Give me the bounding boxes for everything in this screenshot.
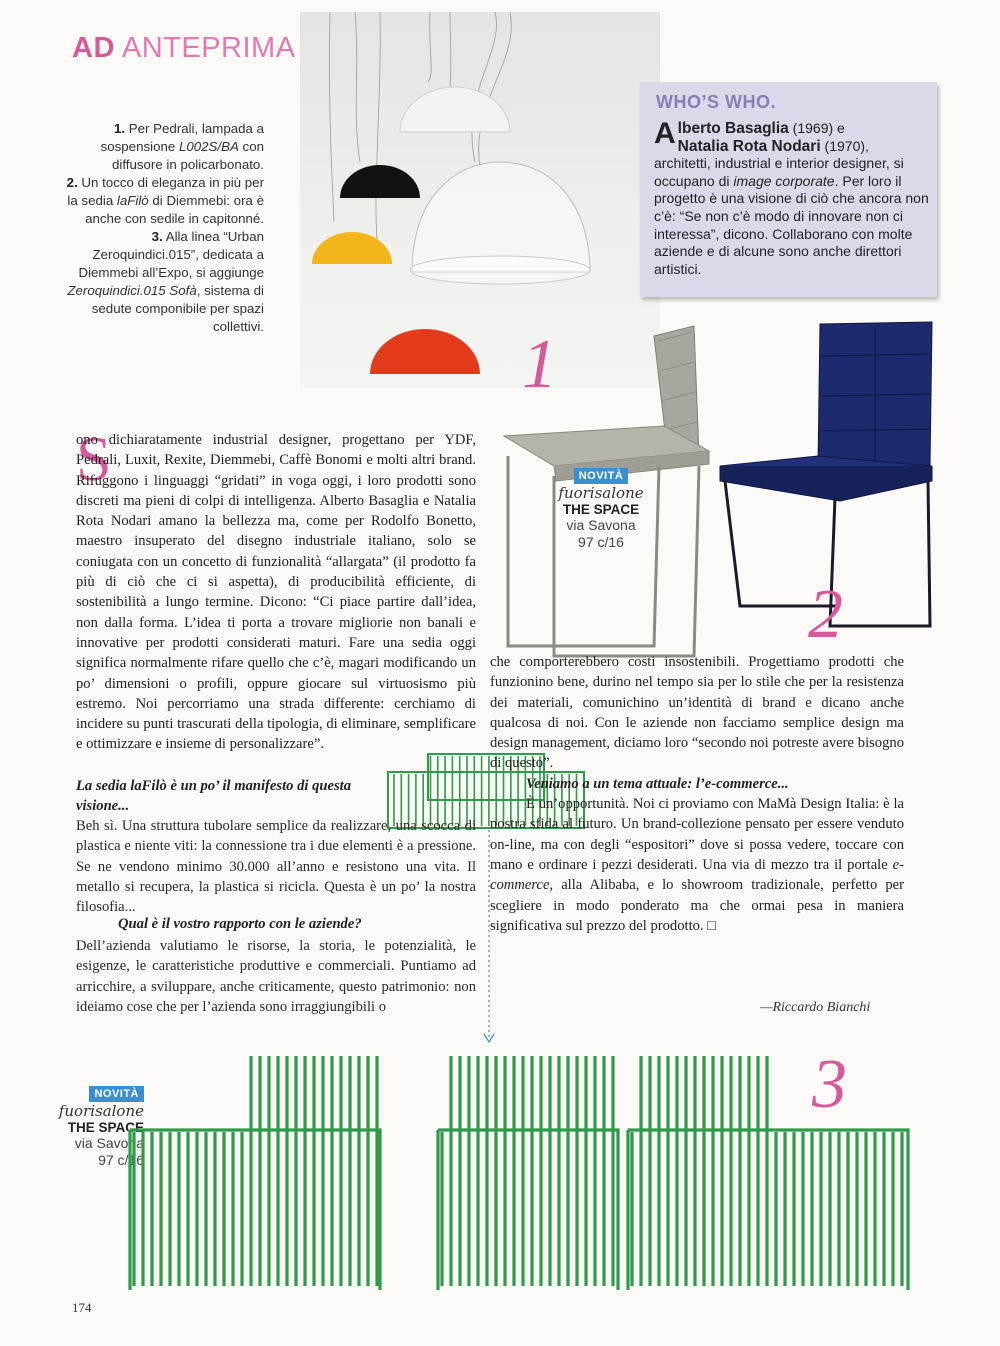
whos-who-title: WHO’S WHO. [656, 92, 776, 112]
question-1: La sedia laFilò è un po’ il manifesto di questa visione... [76, 778, 351, 815]
answer-2: Dell’azienda valutiamo le risorse, la storia, le potenzialità, le esigenze, le caratteristiche produttive e commerciali. Puntiamo ad arricchire, a sviluppare, anche criticamente, questo patrimonio: non ideiamo cose che per l’azienda sono irraggiungibili o [76, 938, 476, 1015]
caption-3: 3. Alla linea “Urban Zeroquindici.015”, dedicata a Diemmebi all’Expo, si aggiunge Zeroquindici.015 Sofà, sistema di sedute componibile per spazi collettivi. [67, 229, 264, 334]
figure-number-3: 3 [812, 1046, 847, 1123]
whos-dropcap: A [654, 117, 676, 150]
figure-number-2: 2 [808, 576, 843, 653]
fuorisalone-label: fuorisalone [558, 484, 644, 502]
question-3: Veniamo a un tema attuale: l’e-commerce... [526, 775, 789, 792]
event-address-line2: 97 c/16 [98, 1152, 144, 1168]
answer-2-continued: che comporterebbero costi insostenibili. Progettiamo prodotti che funzionino bene, durino nel tempo sia per lo stile che per la resistenza dei materiali, comunichino un’identità di brand e dicano anche qualcosa di noi. Con le aziende non facciamo semplice design ma design management, diciamo loro “secondo noi potreste avere bisogno di questo”. [490, 654, 904, 772]
event-name: THE SPACE [562, 502, 640, 517]
event-address-line2: 97 c/16 [578, 534, 624, 550]
article-column-right [490, 652, 904, 936]
section-title: ANTEPRIMA [121, 32, 296, 64]
answer-3: È un’opportunità. Noi ci proviamo con MaMà Design Italia: è la nostra sfida al futuro. Un brand-collezione pensato per essere venduto on-line, ma con degli “espositori” dove si possa vedere, toccare con mano e ordinare i pezzi desiderati. Una via di mezzo tra il portale e-commerce, alla Alibaba, e lo showroom tradizionale, perfetto per scegliere in modo ponderato ma che ormai pesa in maniera significativa sul prezzo del prodotto. □ [490, 796, 904, 934]
question-2: Qual è il vostro rapporto con le aziende? [118, 916, 362, 932]
section-header [72, 32, 296, 65]
article-author: —Riccardo Bianchi [760, 1000, 871, 1015]
event-name: THE SPACE [67, 1120, 144, 1135]
novita-badge: NOVITÀ [574, 468, 629, 484]
fuorisalone-label: fuorisalone [58, 1102, 144, 1120]
novita-badge: NOVITÀ [89, 1086, 144, 1102]
photo-captions [54, 120, 264, 336]
whos-who-text: Alberto Basaglia (1969) e Natalia Rota Nodari (1970), architetti, industrial e interior designer, si occupano di image corporate. Per loro il progetto è una visione di ciò che ancora non c’è: “Se non c’è modo di innovare non ci interessa”, dicono. Collaborano con molte aziende e di alcune sono anche direttori artistici. [654, 117, 929, 277]
green-sofa-modules-illustration [128, 1046, 910, 1290]
article-dropcap: S [76, 423, 112, 494]
figure-number-1: 1 [522, 326, 557, 403]
whos-who-box [640, 82, 937, 297]
magazine-logo: AD [72, 32, 115, 64]
article-intro: ono dichiaratamente industrial designer, progettano per YDF, Pedrali, Luxit, Rexite, Diemmebi, Caffè Bonomi e molti altri brand. Rifuggono i linguaggi “gridati” in voga oggi, i loro prodotti sono discreti ma pieni di colpi di intelligenza. Alberto Basaglia e Natalia Rota Nodari amano la bellezza ma, come per Rodolfo Bonetto, maestro insuperato del disegno industriale italiano, solo se coniugata con un concetto di funzionalità “allargata” (il prodotto fa più di ciò che ci si aspetta), di producibilità efficiente, di sostenibilità a lungo termine. Dicono: “Ci piace partire dall’idea, non dalla forma. L’idea ti porta a trovare migliorie non banali e innovative per prodotti considerati maturi. Fare una sedia oggi significa normalmente rifare quello che c’è, magari modificando un po’ dimensioni o profili, oppure giocare sul virtuosismo più estremo. Noi percorriamo una strada differente: cerchiamo di incidere su punti trascurati della tipologia, di eliminare, semplificare e ottimizzare e insieme di personalizzare”. [76, 432, 476, 753]
novita-tag-1 [546, 466, 656, 551]
event-address-line1: via Savona [566, 517, 636, 533]
page-number: 174 [72, 1300, 92, 1315]
answer-1: Beh sì. Una struttura tubolare semplice da realizzare, una scocca di plastica e niente viti: la connessione tra i due elementi è a pressione. Se ne vendono minimo 30.000 all’anno e resistono una vita. Il metallo si recupera, la plastica si ricicla. Questa è un po’ la nostra filosofia... [76, 818, 476, 916]
article-column-left [76, 430, 476, 755]
caption-1: 1. Per Pedrali, lampada a sospensione L002S/BA con diffusore in policarbonato. [100, 121, 264, 172]
caption-2: 2. Un tocco di eleganza in più per la sedia laFilò di Diemmebi: ora è anche con sedile in capitonné. [66, 175, 264, 226]
event-address-line1: via Savona [74, 1135, 144, 1151]
